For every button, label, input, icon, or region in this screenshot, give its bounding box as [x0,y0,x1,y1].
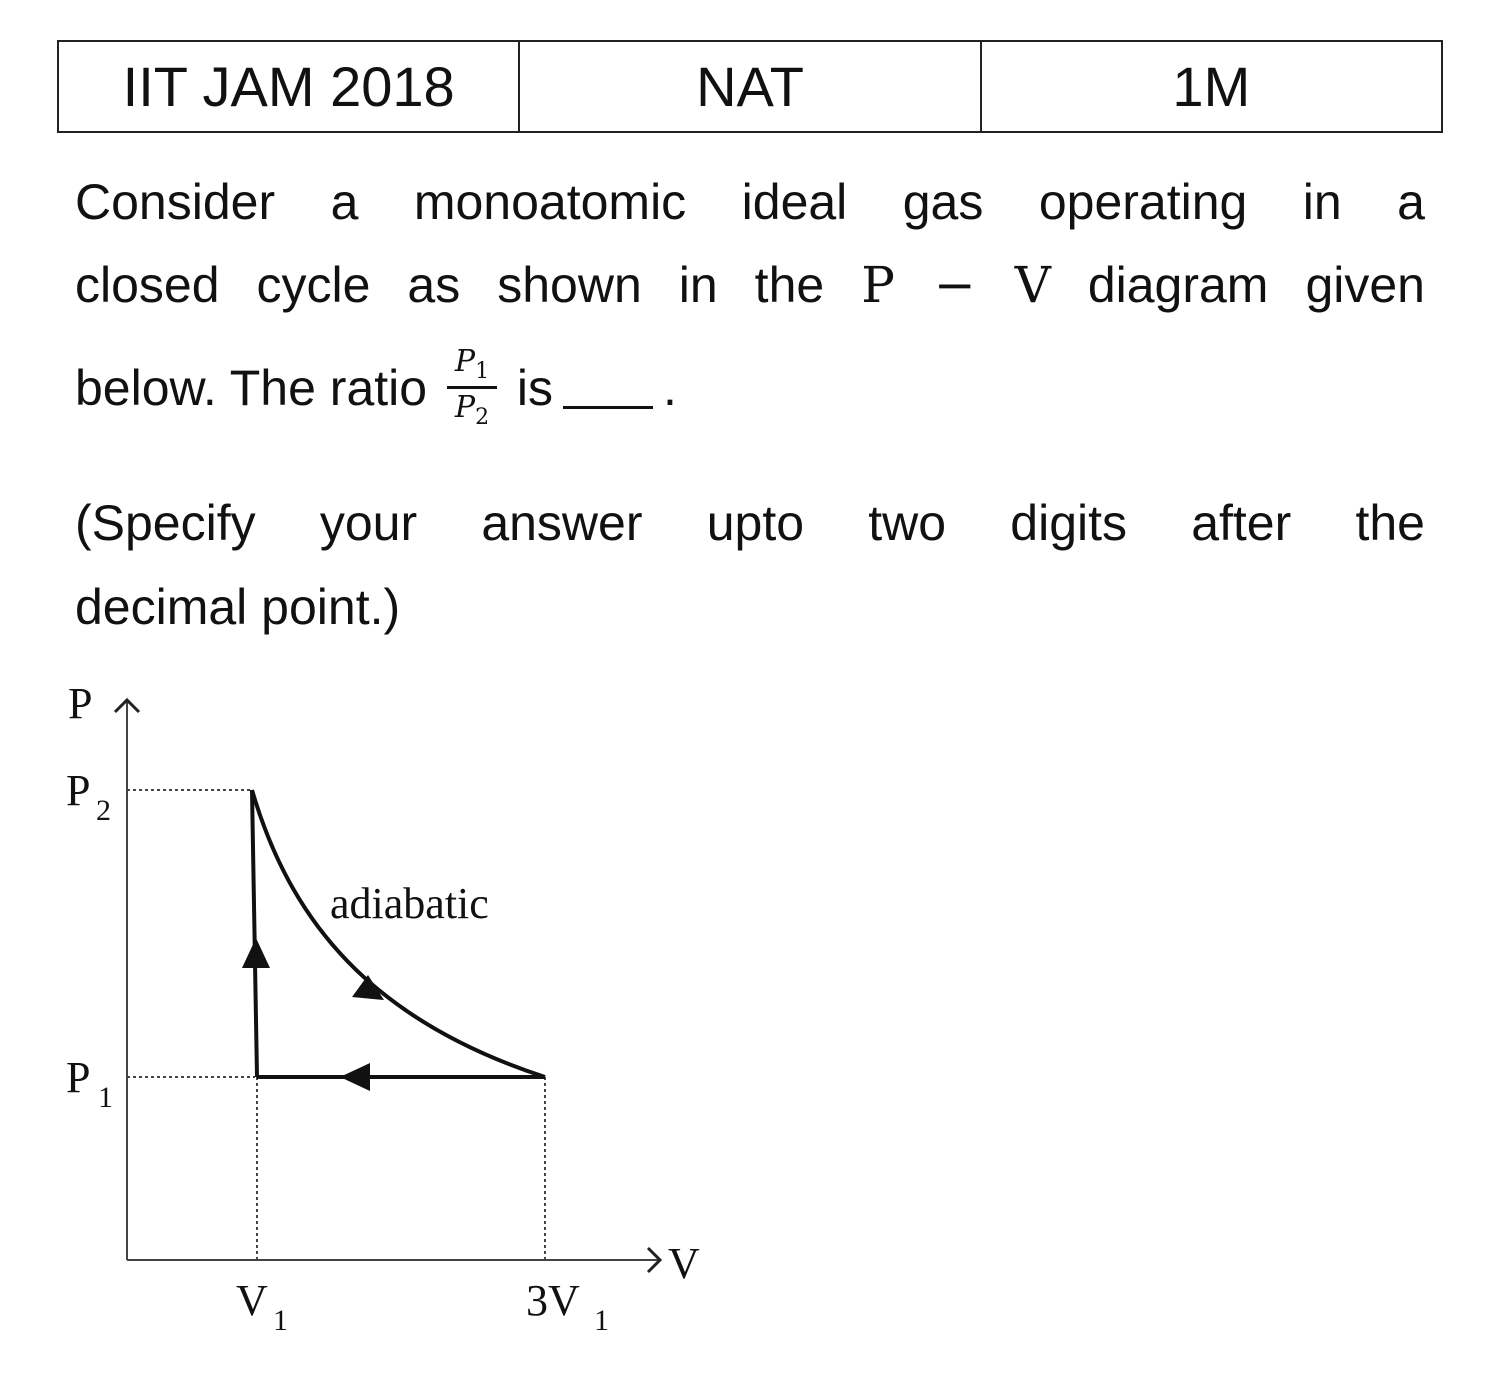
header-table [57,40,1443,133]
up-arrow-icon [242,938,270,968]
fraction-bar [447,386,497,389]
p2-subscript: 2 [96,794,111,827]
marks-cell: 1M [1172,55,1251,118]
question-text: . [662,359,677,416]
pv-symbol: P − V [861,256,1051,314]
question-type-cell: NAT [520,42,981,131]
answer-blank [563,366,653,409]
note-line-1: (Specify your answer upto two digits after the [75,495,1425,551]
p1-label: P [66,1053,91,1102]
left-arrow-icon [340,1063,370,1091]
question-text: closed cycle as shown in the [75,257,862,313]
v1-subscript: 1 [273,1304,288,1337]
y-axis-label: P [68,679,93,728]
question-text: diagram given [1050,257,1425,313]
3v1-label: 3V [526,1276,580,1325]
ratio-fraction [447,345,497,430]
question-line-2 [75,243,1425,327]
p1-subscript: 1 [98,1081,113,1114]
down-right-arrow-icon [352,975,384,1000]
v1-label: V [236,1276,268,1325]
question-text: below. The ratio [75,359,441,416]
question-line-3 [75,345,677,430]
x-axis-label: V [668,1239,700,1288]
ratio-denominator: $P_2$ [454,390,490,431]
adiabatic-label: adiabatic [330,879,489,928]
note-line-2: decimal point.) [75,579,401,635]
exam-name-cell: IIT JAM 2018 [59,42,520,131]
adiabatic-curve [252,790,545,1077]
p2-label: P [66,766,91,815]
isochoric-path [252,790,257,1077]
question-text: is [502,359,553,416]
question-line-1: Consider a monoatomic ideal gas operating in a [75,174,1425,230]
pv-diagram [0,660,760,1360]
3v1-subscript: 1 [594,1304,609,1337]
ratio-numerator: $P_1$ [454,344,490,384]
